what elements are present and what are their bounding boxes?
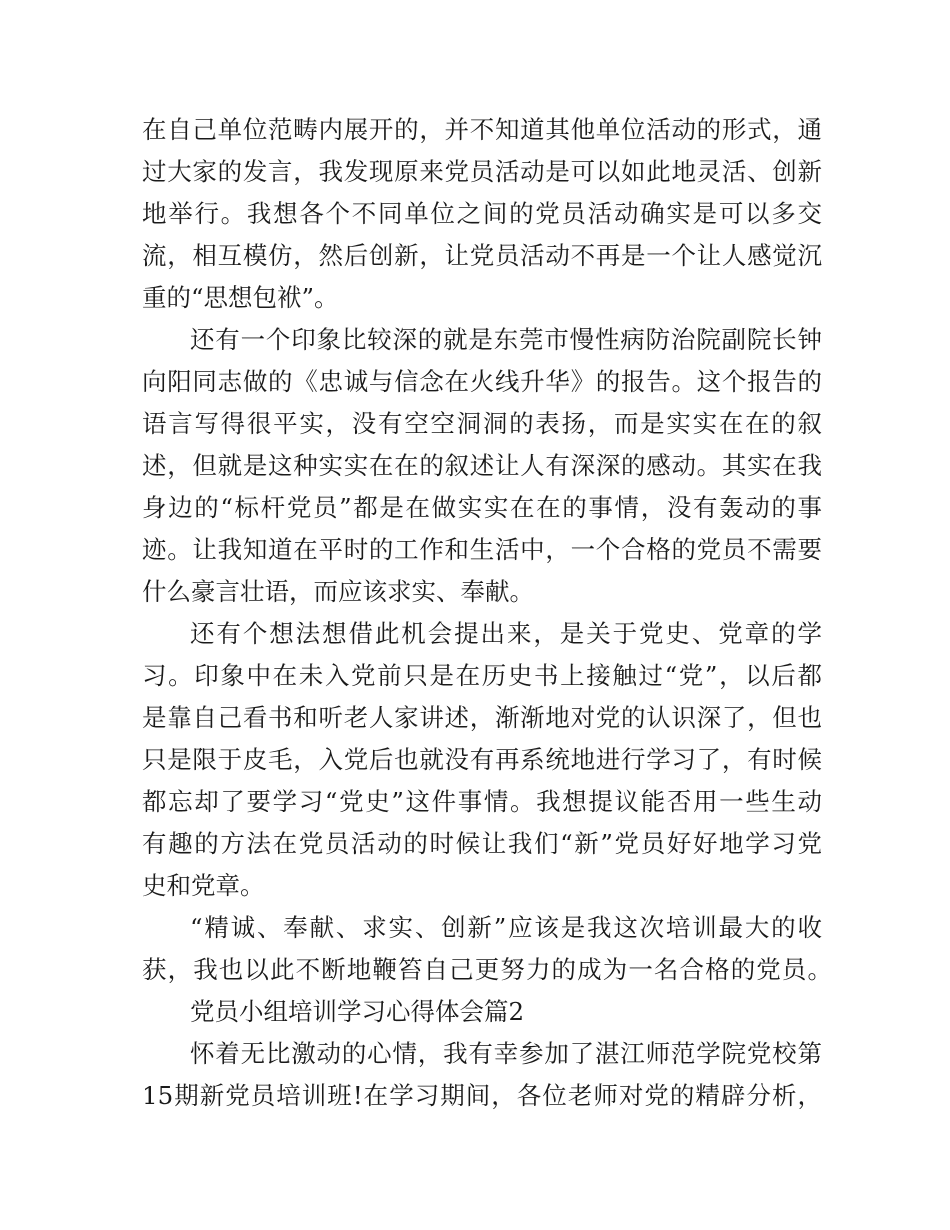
paragraph-line: “精诚、奉献、求实、创新”应该是我这次培训最大的收 [190,913,822,942]
paragraph-line: 怀着无比激动的心情，我有幸参加了湛江师范学院党校第 [190,1039,822,1068]
paragraph-line: 语言写得很平实，没有空空洞洞的表扬，而是实实在在的叙 [142,409,822,438]
paragraph-line: 在自己单位范畴内展开的，并不知道其他单位活动的形式，通 [142,115,822,144]
paragraph-line: 只是限于皮毛，入党后也就没有再系统地进行学习了，有时候 [142,745,822,774]
paragraph-line: 15期新党员培训班!在学习期间，各位老师对党的精辟分析， [142,1081,822,1110]
paragraph-line: 过大家的发言，我发现原来党员活动是可以如此地灵活、创新 [142,157,822,186]
paragraph-line: 重的“思想包袱”。 [142,283,339,312]
paragraph-line: 还有个想法想借此机会提出来，是关于党史、党章的学 [190,619,822,648]
section-heading: 党员小组培训学习心得体会篇2 [190,997,525,1026]
paragraph-line: 什么豪言壮语，而应该求实、奉献。 [142,577,534,606]
paragraph-line: 流，相互模仿，然后创新，让党员活动不再是一个让人感觉沉 [142,241,822,270]
paragraph-line: 获，我也以此不断地鞭笞自己更努力的成为一名合格的党员。 [142,955,832,984]
paragraph-line: 都忘却了要学习“党史”这件事情。我想提议能否用一些生动 [142,787,822,816]
paragraph-line: 迹。让我知道在平时的工作和生活中，一个合格的党员不需要 [142,535,822,564]
paragraph-line: 身边的“标杆党员”都是在做实实在在的事情，没有轰动的事 [142,493,822,522]
paragraph-line: 述，但就是这种实实在在的叙述让人有深深的感动。其实在我 [142,451,822,480]
paragraph-line: 还有一个印象比较深的就是东莞市慢性病防治院副院长钟 [190,325,822,354]
paragraph-line: 是靠自己看书和听老人家讲述，渐渐地对党的认识深了，但也 [142,703,822,732]
paragraph-line: 地举行。我想各个不同单位之间的党员活动确实是可以多交 [142,199,822,228]
paragraph-line: 有趣的方法在党员活动的时候让我们“新”党员好好地学习党 [142,829,822,858]
paragraph-line: 习。印象中在未入党前只是在历史书上接触过“党”，以后都 [142,661,822,690]
paragraph-line: 史和党章。 [142,871,265,900]
paragraph-line: 向阳同志做的《忠诚与信念在火线升华》的报告。这个报告的 [142,367,822,396]
